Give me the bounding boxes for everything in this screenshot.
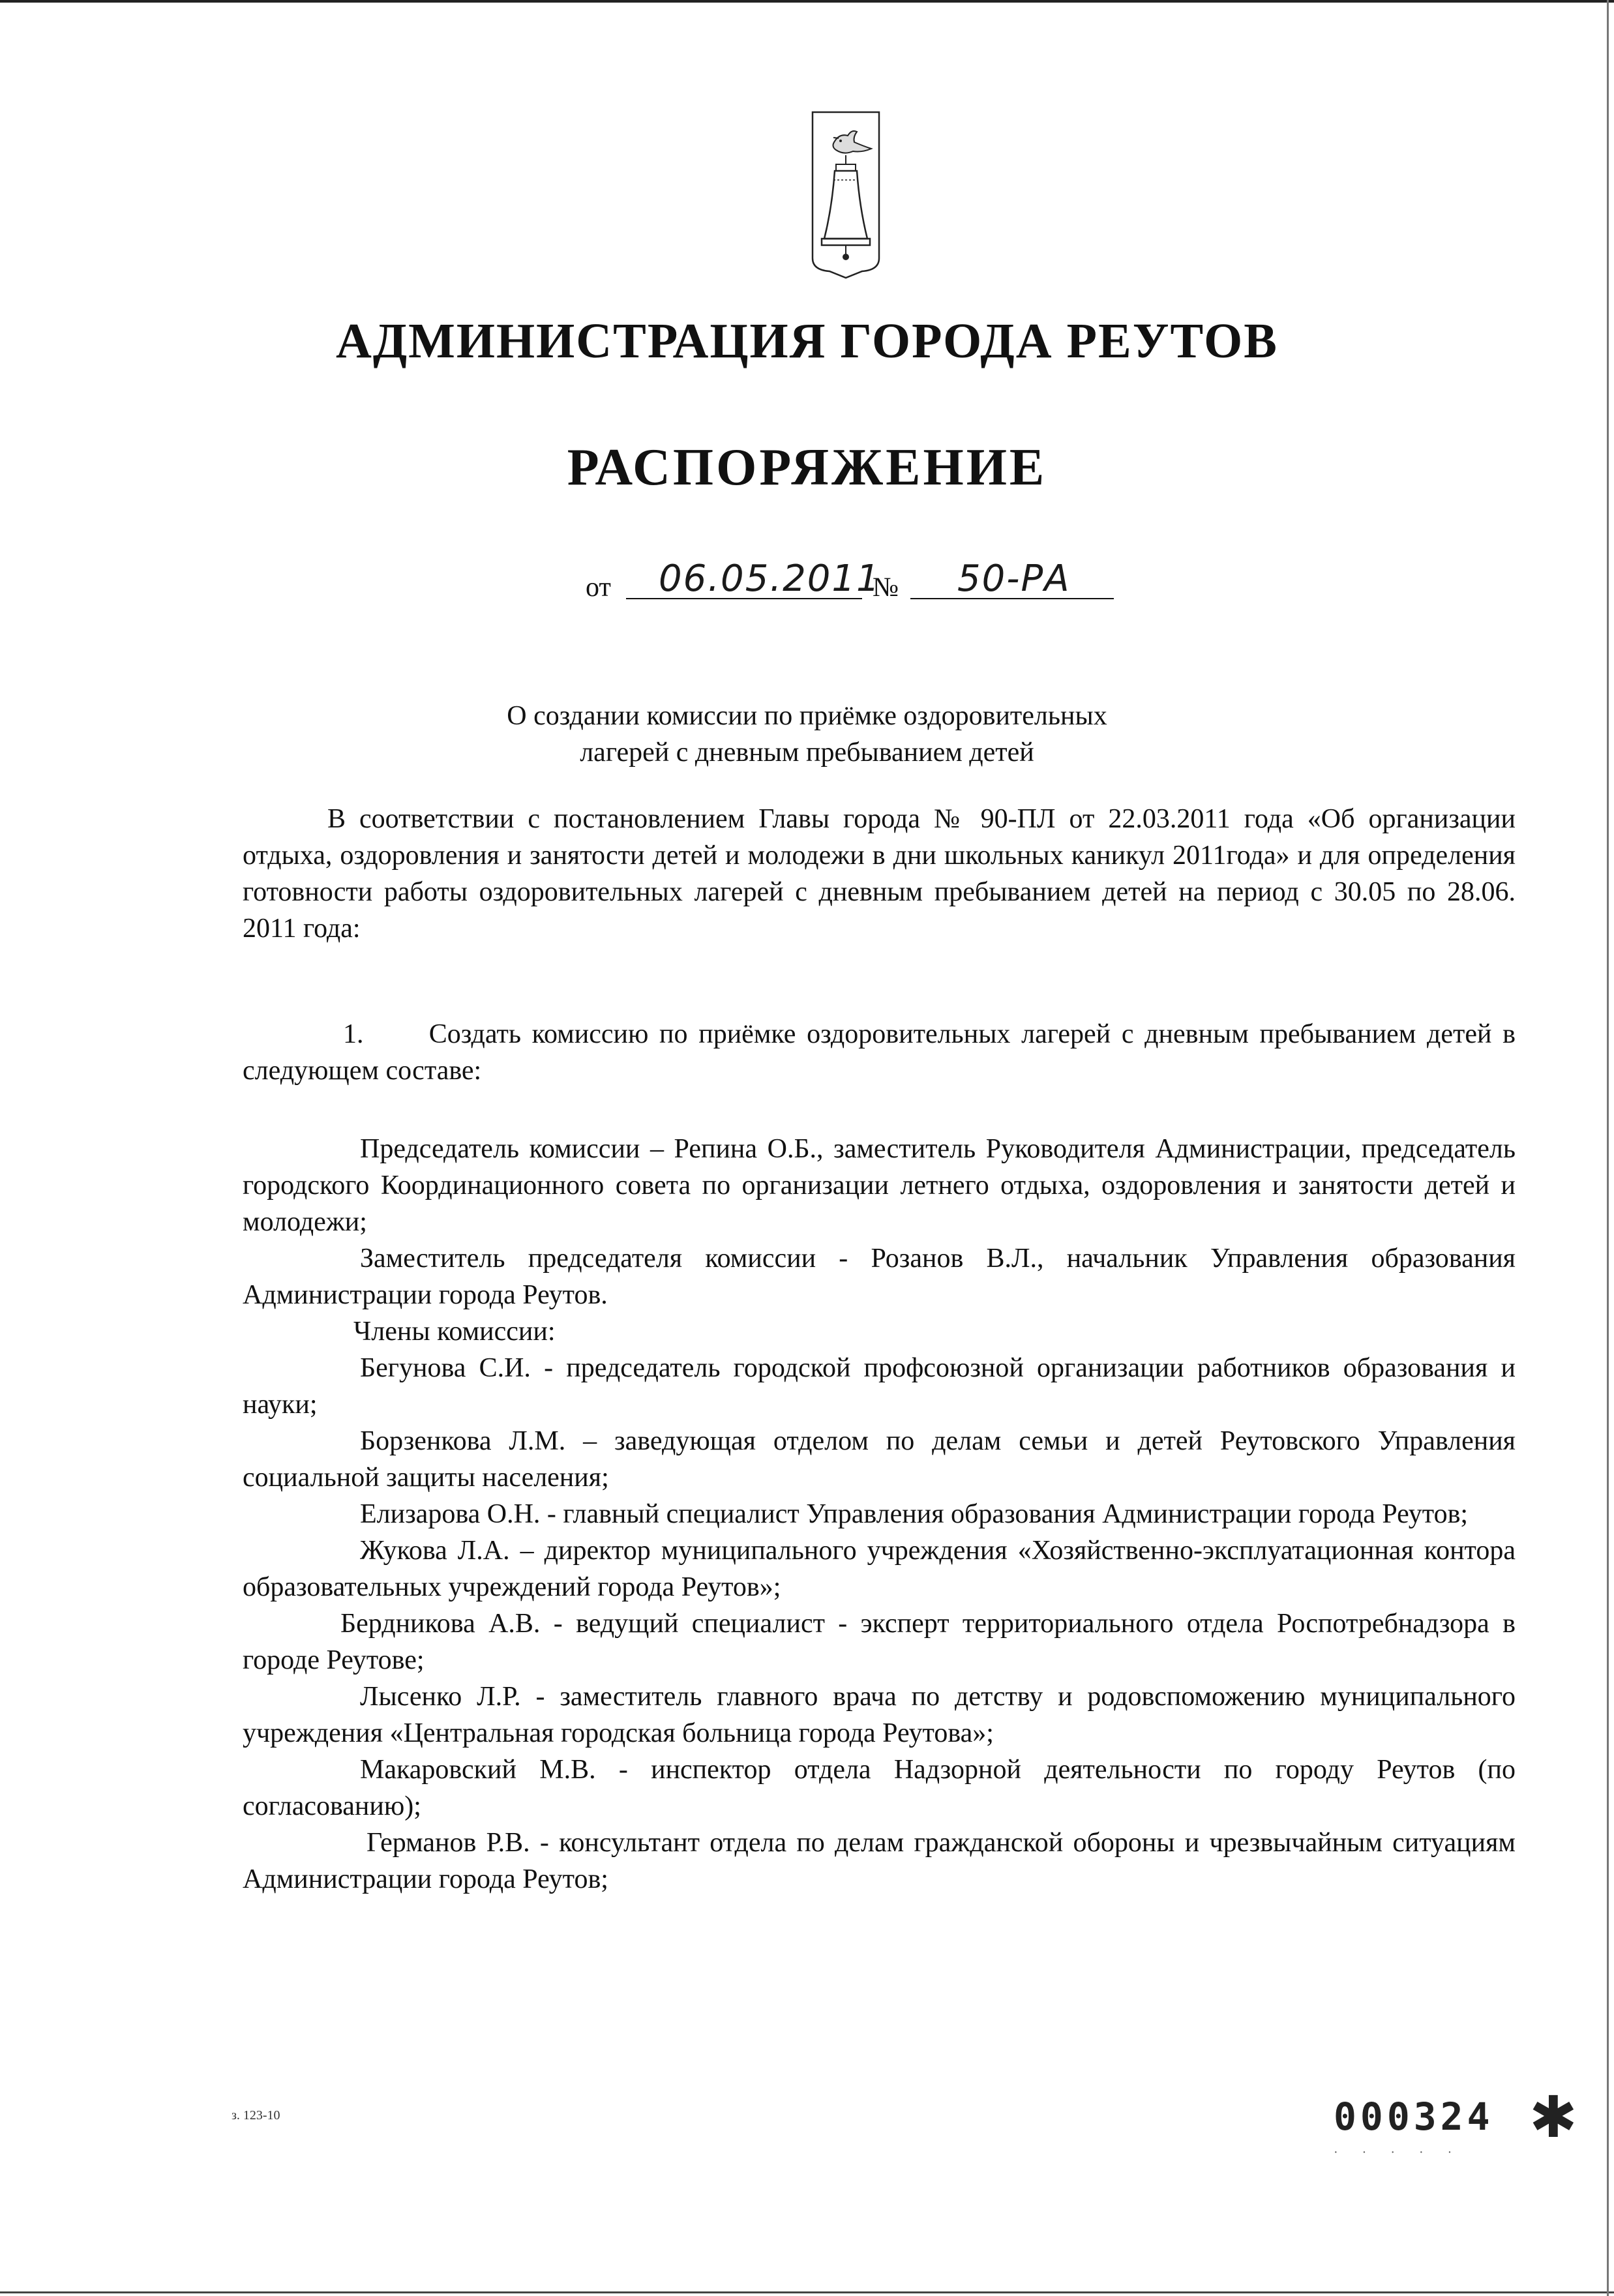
subject-block [0, 698, 1614, 771]
chair-entry: Председатель комиссии – Репина О.Б., заместитель Руководителя Администрации, председатель городского Координационного совета по организации летнего отдыха, оздоровления и занятости детей и молодежи; [243, 1134, 1516, 1237]
date-number-row [586, 558, 1186, 610]
preamble-text: В соответствии с постановлением Главы города № 90-ПЛ от 22.03.2011 года «Об организации отдыха, оздоровления и занятости детей и молодежи в дни школьных каникул 2011года» и для определения готовности работы оздоровительных лагерей с дневным пребыванием детей на период с 30.05 по 28.06. 2011 года: [243, 804, 1516, 944]
item-1-paragraph [243, 1016, 1516, 1089]
preamble-paragraph [243, 801, 1516, 947]
subject-line-2: лагерей с дневным пребыванием детей [580, 738, 1034, 768]
composition-list [243, 1131, 1516, 1898]
number-label: № [873, 573, 899, 603]
agency-title: АДМИНИСТРАЦИЯ ГОРОДА РЕУТОВ [336, 314, 1278, 368]
date-value: 06.05.2011 [659, 558, 881, 600]
number-value: 50-РА [957, 558, 1071, 600]
member-entry: Бегунова С.И. - председатель городской профсоюзной организации работников образования и науки; [243, 1353, 1516, 1420]
form-code: з. 123-10 [232, 2108, 280, 2123]
asterisk-mark-icon: ✱ [1529, 2083, 1577, 2151]
page-bottom-edge [0, 2291, 1614, 2293]
serial-number: 000324 [1334, 2095, 1494, 2139]
member-entry: Борзенкова Л.М. – заведующая отделом по делам семьи и детей Реутовского Управления социальной защиты населения; [243, 1426, 1516, 1493]
item-1-number: 1. [343, 1019, 364, 1049]
member-entry: Жукова Л.А. – директор муниципального учреждения «Хозяйственно-эксплуатационная контора образовательных учреждений города Реутов»; [243, 1536, 1516, 1602]
serial-dots: · · · · · [1334, 2145, 1463, 2160]
member-entry: Бердникова А.В. - ведущий специалист - эксперт территориального отдела Роспотребнадзора в городе Реутове; [243, 1609, 1516, 1675]
member-entry: Елизарова О.Н. - главный специалист Управления образования Администрации города Реутов; [360, 1499, 1469, 1529]
page-top-edge [0, 0, 1614, 3]
member-entry: Макаровский М.В. - инспектор отдела Надзорной деятельности по городу Реутов (по согласованию); [243, 1755, 1516, 1821]
deputy-entry: Заместитель председателя комиссии - Розанов В.Л., начальник Управления образования Администрации города Реутов. [243, 1244, 1516, 1310]
item-1-text: Создать комиссию по приёмке оздоровительных лагерей с дневным пребыванием детей в следующем составе: [243, 1019, 1516, 1086]
date-from-label: от [586, 573, 611, 603]
members-label: Члены комиссии: [353, 1317, 556, 1347]
document-type-heading: РАСПОРЯЖЕНИЕ [567, 439, 1047, 496]
coat-of-arms-icon [810, 110, 882, 280]
member-entry: Лысенко Л.Р. - заместитель главного врача по детству и родовспоможению муниципального учреждения «Центральная городская больница города Реутова»; [243, 1682, 1516, 1748]
member-entry: Германов Р.В. - консультант отдела по делам гражданской обороны и чрезвычайным ситуациям Администрации города Реутов; [243, 1828, 1516, 1894]
subject-line-1: О создании комиссии по приёмке оздоровительных [507, 701, 1107, 731]
